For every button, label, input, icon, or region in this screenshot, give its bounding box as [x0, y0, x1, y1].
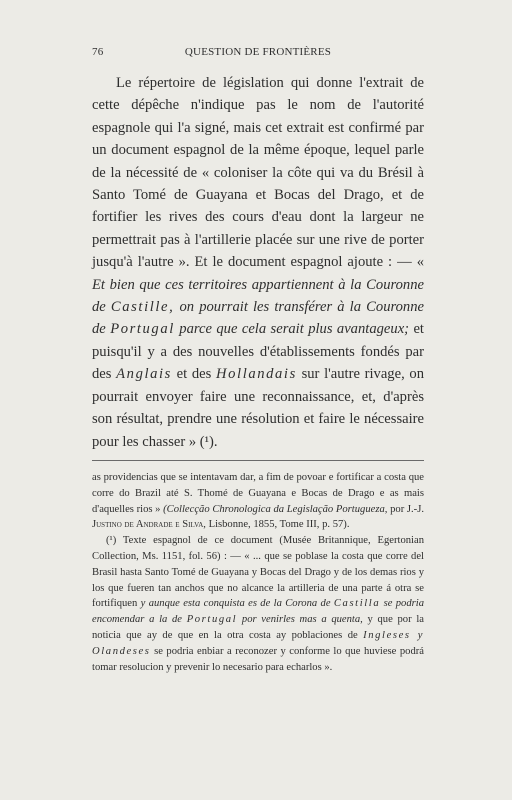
footnote-text: Lisbonne, 1855, Tome III, p. 57).: [208, 519, 350, 531]
body-text: sur l'autre rivage, on pourrait envoyer faire une reconnaissance, et, d'après son résultat, prendre une résolution et faire le nécessaire pour les chasser » (¹).: [92, 366, 424, 450]
footnote-italic: (Collecção Chronologica da Legislação Portugueza,: [163, 503, 388, 515]
footnote-spaced: Castilla: [333, 598, 381, 610]
spaced-name: Portugal: [110, 321, 175, 338]
spaced-name: Castille,: [110, 299, 175, 316]
footnote-1: [92, 533, 424, 675]
footnote-italic: y aunque esta conquista es de la Corona de: [140, 598, 331, 610]
italic-quote: Et bien que ces territoires appartiennent à la Couronne de: [92, 276, 424, 316]
footnote-text: por J.-J.: [390, 503, 424, 515]
italic-quote: on pourrait les transférer à la Couronne de: [92, 299, 424, 338]
body-text: et puisqu'il y a des nouvelles d'établissements fondés par des: [92, 321, 424, 383]
italic-quote: parce que cela serait plus avantageux;: [179, 321, 410, 338]
footnote-continued: [92, 470, 424, 533]
footnote-separator: [92, 460, 424, 461]
footnote-text: as providencias que se intentavam dar, a fim de povoar e fortificar a costa que corre do Brazil até S. Thomé de Guayana e Bocas de Drago e as mais d'aquelles rios »: [92, 472, 424, 515]
spaced-name: Hollandais: [216, 366, 297, 383]
page-header: [92, 46, 424, 64]
footnote-italic: se podria encomendar a la de: [92, 598, 424, 626]
footnote-italic: por venirles mas a quenta,: [241, 614, 363, 626]
page-number: 76: [92, 46, 104, 58]
footnotes: [92, 470, 424, 675]
footnote-spaced: Ingleses y Olandeses: [92, 629, 424, 657]
footnote-author: Justino de Andrade e Silva,: [92, 519, 206, 531]
body-text: Le répertoire de législation qui donne l'extrait de cette dépêche n'indique pas le nom de l'autorité espagnole qui l'a signé, mais cet extrait est confirmé par un document espagnol de la même époque, lequel parle de la nécessité de « coloniser la côte qui va du Brésil à Santo Tomé de Guayana et Bocas del Drago, et de fortifier les rives des cours d'eau dont la largeur ne permettrait pas à l'artillerie placée sur une rive de porter jusqu'à l'autre ». Et le document espagnol ajoute : — «: [92, 75, 424, 271]
spaced-name: Anglais: [116, 366, 172, 383]
footnote-text: y que por la noticia que ay de que en la otra costa ay poblaciones de: [92, 614, 424, 641]
footnote-text: se podria enbiar a reconozer y conforme lo que huviese podrá tomar resolucion y prevenir lo necesario para echarlos ».: [92, 645, 425, 673]
body-text: et des: [176, 366, 212, 383]
running-title: QUESTION DE FRONTIÈRES: [184, 46, 332, 58]
footnote-spaced: Portugal: [186, 614, 238, 626]
main-paragraph: [92, 72, 424, 453]
footnote-text: (¹) Texte espagnol de ce document (Musée Britannique, Egertonian Collection, Ms. 1151, fol. 56) : — « ... que se poblase la costa que corre del Brasil hasta Santo Tomé de Guayana y Bocas del Drago y de los demas rios y los que fueren tan anchos que no alcance la artilleria de una parte á otra se fortifiquen: [92, 535, 424, 610]
